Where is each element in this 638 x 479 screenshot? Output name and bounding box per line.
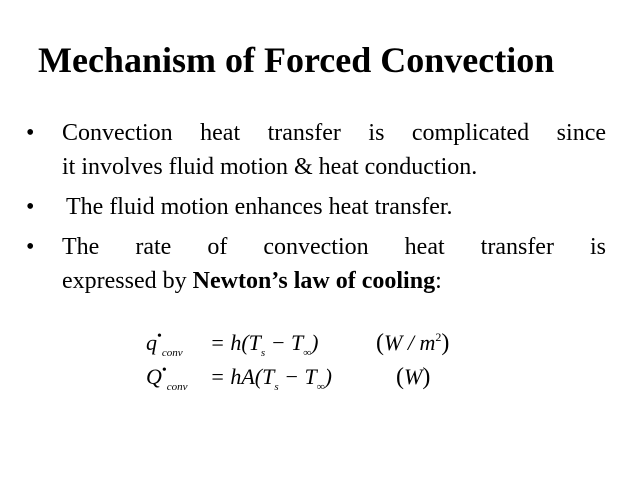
- equation-rhs-part: ): [324, 364, 332, 389]
- equation-rhs-part: − T: [265, 330, 304, 355]
- bullet-item: [26, 230, 606, 298]
- equation-lhs: [146, 364, 188, 393]
- equation-rhs-part: ): [311, 330, 319, 355]
- rate-dot-icon: •: [161, 363, 167, 378]
- bullet-list: [26, 116, 606, 304]
- bullet-line: Convection heat transfer is complicated since: [62, 120, 606, 146]
- equation-subscript: conv: [161, 347, 183, 359]
- bullet-line: [62, 264, 606, 298]
- bullet-item: [26, 116, 606, 184]
- equation-unit: [376, 330, 449, 357]
- bullet-icon: •: [26, 120, 35, 146]
- equation-rhs: [210, 330, 318, 359]
- equation-rhs-part: = h(T: [210, 330, 261, 355]
- unit-superscript: 2: [435, 330, 442, 344]
- rate-dot-icon: •: [157, 329, 162, 344]
- unit-text: W: [404, 364, 423, 389]
- slide-title: Mechanism of Forced Convection: [38, 40, 555, 80]
- equation-subscript: ∞: [303, 347, 312, 359]
- equation-lhs: [146, 330, 183, 359]
- bullet-line: The rate of convection heat transfer is: [62, 234, 606, 260]
- equation-rhs-part: − T: [278, 364, 317, 389]
- equation-rhs-part: = hA(T: [210, 364, 275, 389]
- equation-subscript: conv: [166, 381, 188, 393]
- equation-symbol: q: [146, 330, 157, 355]
- bullet-line-prefix: expressed by: [62, 268, 193, 294]
- newtons-law-term: Newton’s law of cooling: [192, 268, 436, 294]
- unit-text: W / m: [384, 330, 436, 355]
- unit-paren: (: [396, 364, 404, 390]
- bullet-line: it involves fluid motion & heat conduction.: [62, 154, 478, 180]
- bullet-line-suffix: :: [435, 268, 442, 294]
- equation-subscript: s: [260, 347, 266, 359]
- unit-paren: ): [441, 330, 450, 356]
- bullet-icon: •: [26, 194, 35, 220]
- unit-paren: ): [422, 364, 431, 390]
- equation-symbol: Q: [146, 364, 162, 389]
- unit-paren: (: [376, 330, 384, 356]
- equation-rhs: [210, 364, 332, 393]
- bullet-text: [62, 116, 606, 184]
- bullet-icon: •: [26, 234, 35, 260]
- equation-subscript: s: [274, 381, 279, 393]
- bullet-text: [62, 230, 606, 298]
- equation-subscript: ∞: [316, 381, 325, 393]
- bullet-text: The fluid motion enhances heat transfer.: [66, 194, 453, 220]
- equation-unit: [396, 364, 430, 391]
- bullet-item: [26, 190, 606, 224]
